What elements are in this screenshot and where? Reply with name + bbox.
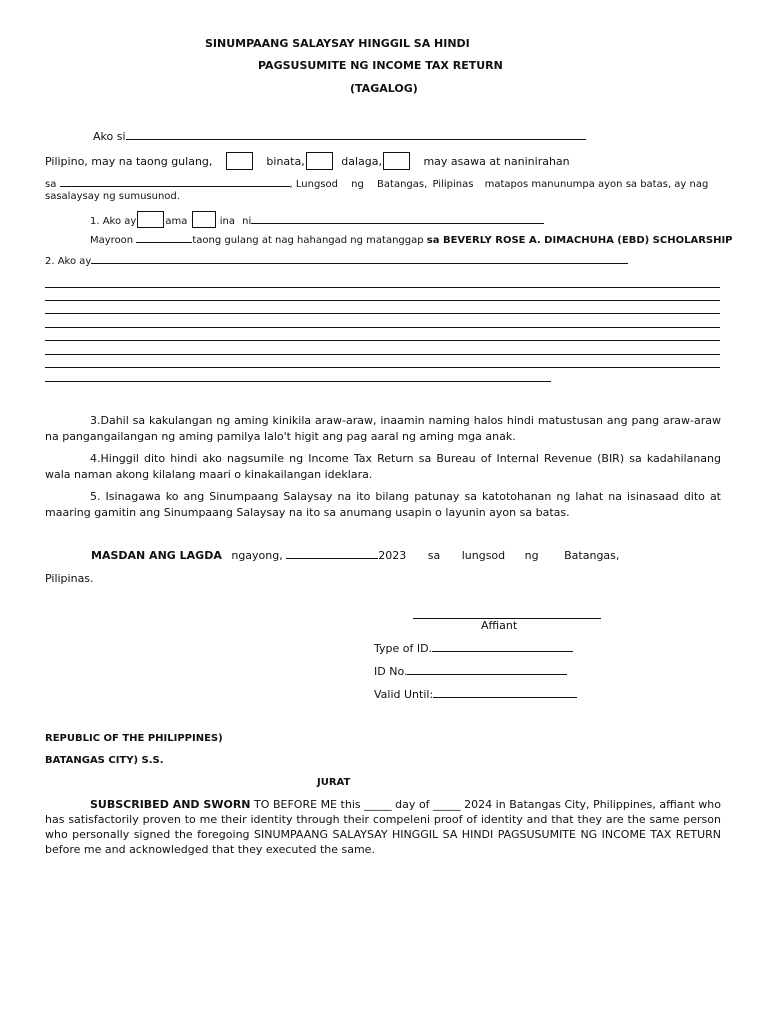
blank-line-4[interactable] bbox=[45, 327, 720, 328]
id-no-label: ID No. bbox=[374, 665, 408, 678]
year-label: 2023 bbox=[378, 549, 407, 562]
item-2-label: 2. Ako ay bbox=[45, 256, 92, 267]
scholarship-name: sa BEVERLY ROSE A. DIMACHUHA (EBD) SCHOLARSHIP bbox=[426, 235, 733, 246]
blank-line-7[interactable] bbox=[45, 367, 720, 368]
binata-box[interactable] bbox=[306, 152, 333, 170]
city-label: BATANGAS CITY) S.S. bbox=[45, 755, 164, 766]
sa-label-2: sa bbox=[427, 549, 441, 562]
pilipinas-text: Pilipinas. bbox=[45, 572, 94, 585]
ng-label: ng bbox=[351, 179, 364, 190]
valid-until-blank[interactable] bbox=[433, 688, 577, 698]
sa-line bbox=[45, 177, 708, 190]
batangas-label: Batangas, bbox=[377, 179, 428, 190]
sasalaysay-text: sasalaysay ng sumusunod. bbox=[45, 191, 180, 202]
blank-line-5[interactable] bbox=[45, 340, 720, 341]
address-blank[interactable] bbox=[60, 177, 290, 187]
id-no-blank[interactable] bbox=[407, 665, 567, 675]
dalaga-box[interactable] bbox=[383, 152, 410, 170]
type-of-id-label: Type of ID. bbox=[374, 642, 433, 655]
may-asawa-label: may asawa at naninirahan bbox=[423, 155, 570, 168]
pilipinas-label: Pilipinas bbox=[432, 179, 474, 190]
jurat-bold: SUBSCRIBED AND SWORN bbox=[90, 798, 251, 811]
name-blank[interactable] bbox=[126, 130, 586, 140]
title-line-3: (TAGALOG) bbox=[350, 82, 418, 95]
binata-label: binata, bbox=[266, 155, 305, 168]
title-line-2: PAGSUSUMITE NG INCOME TAX RETURN bbox=[258, 59, 503, 72]
jurat-paragraph bbox=[45, 797, 721, 857]
pilipino-line bbox=[45, 152, 570, 170]
item-2-line bbox=[45, 254, 628, 267]
affiant-label: Affiant bbox=[481, 619, 518, 632]
sa-label: sa bbox=[45, 179, 57, 190]
pilipino-label: Pilipino, may na taong gulang, bbox=[45, 155, 213, 168]
dalaga-label: dalaga, bbox=[341, 155, 382, 168]
lungsod-label-2: lungsod bbox=[461, 549, 506, 562]
parent-name-blank[interactable] bbox=[251, 214, 544, 224]
blank-line-1[interactable] bbox=[45, 287, 720, 288]
paragraph-5-text: 5. Isinagawa ko ang Sinumpaang Salaysay na ito bilang patunay sa katotohanan ng lahat na isinasaad dito at maaring gamitin ang Sinumpaang Salaysay na ito sa anumang usapin o layunin ayon sa batas. bbox=[45, 490, 721, 519]
ngayong-label: ngayong, bbox=[231, 549, 283, 562]
ama-box[interactable] bbox=[192, 211, 216, 228]
years-blank[interactable] bbox=[136, 233, 192, 243]
paragraph-4 bbox=[45, 451, 721, 482]
ako-si-label: Ako si bbox=[93, 130, 126, 143]
date-blank[interactable] bbox=[286, 549, 378, 559]
blank-line-8[interactable] bbox=[45, 381, 551, 382]
blank-line-3[interactable] bbox=[45, 313, 720, 314]
masdan-line bbox=[91, 549, 619, 562]
lungsod-label: , Lungsod bbox=[289, 179, 338, 190]
ako-si-line bbox=[93, 130, 586, 143]
valid-until-label: Valid Until: bbox=[374, 688, 434, 701]
ina-label: ina bbox=[219, 216, 235, 227]
type-of-id-line bbox=[374, 642, 573, 655]
mayroon-line bbox=[90, 233, 733, 246]
paragraph-3-text: 3.Dahil sa kakulangan ng aming kinikila araw-araw, inaamin naming halos hindi matustusan ang pang araw-araw na pangangailangan ng aming pamilya lalo't higit ang pag aaral ng aming mga anak. bbox=[45, 414, 721, 443]
matapos-label: matapos manunumpa ayon sa batas, ay nag bbox=[484, 179, 709, 190]
batangas-label-2: Batangas, bbox=[564, 549, 620, 562]
title-line-1: SINUMPAANG SALAYSAY HINGGIL SA HINDI bbox=[205, 37, 470, 50]
ama-label: ama bbox=[165, 216, 188, 227]
id-no-line bbox=[374, 665, 567, 678]
paragraph-5 bbox=[45, 489, 721, 520]
valid-until-line bbox=[374, 688, 577, 701]
ako-ay-box[interactable] bbox=[137, 211, 164, 228]
paragraph-3 bbox=[45, 413, 721, 444]
ako-ay-label: 1. Ako ay bbox=[90, 216, 137, 227]
mayroon-label: Mayroon bbox=[90, 235, 134, 246]
ng-label-2: ng bbox=[524, 549, 539, 562]
item-2-blank[interactable] bbox=[91, 254, 628, 264]
blank-line-6[interactable] bbox=[45, 354, 720, 355]
republic-label: REPUBLIC OF THE PHILIPPINES) bbox=[45, 733, 223, 744]
item-1-line bbox=[90, 211, 544, 228]
paragraph-4-text: 4.Hinggil dito hindi ako nagsumile ng Income Tax Return sa Bureau of Internal Revenue (BIR) sa kadahilanang wala naman akong kilalang maari o kinakailangan ideklara. bbox=[45, 452, 721, 481]
masdan-bold: MASDAN ANG LAGDA bbox=[91, 549, 222, 562]
age-box[interactable] bbox=[226, 152, 253, 170]
jurat-text: TO BEFORE ME this _____ day of _____ 2024 in Batangas City, Philippines, affiant who has satisfactorily proven to me their identity through their compeleni proof of identity and that they are the same person who personally signed the foregoing SINUMPAANG SALAYSAY HINGGIL SA HINDI PAGSUSUMITE NG INCOME TAX RETURN before me and acknowledged that they executed the same. bbox=[45, 798, 722, 856]
blank-line-2[interactable] bbox=[45, 300, 720, 301]
type-of-id-blank[interactable] bbox=[432, 642, 573, 652]
mayroon-text: taong gulang at nag hahangad ng matanggap bbox=[192, 235, 424, 246]
ni-label: ni bbox=[242, 216, 252, 227]
jurat-heading: JURAT bbox=[317, 777, 351, 788]
